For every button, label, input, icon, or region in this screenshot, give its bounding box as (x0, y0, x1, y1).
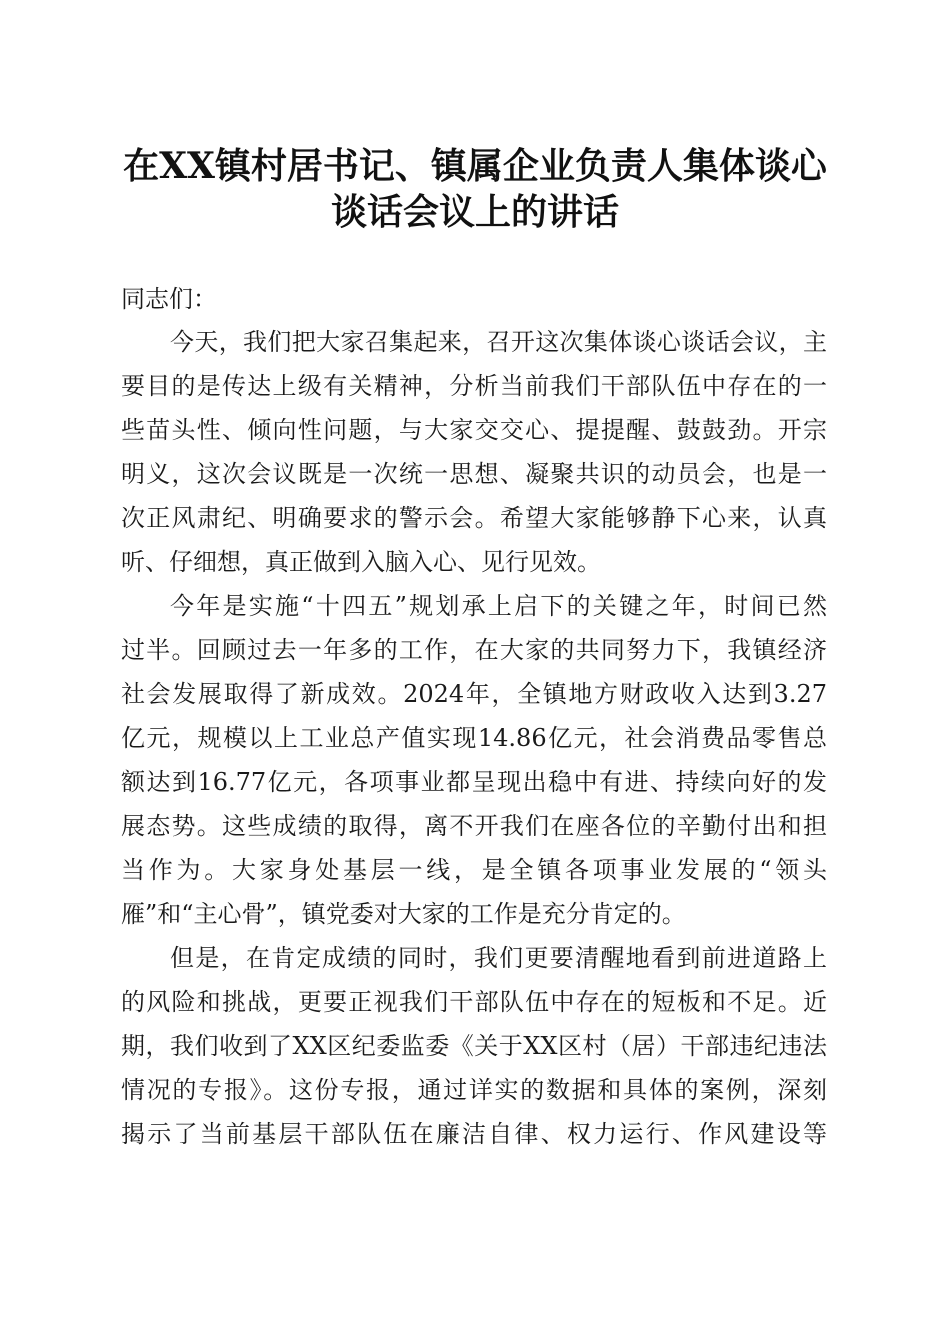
paragraph-2-line: 当作为。大家身处基层一线，是全镇各项事业发展的“领头 (121, 856, 827, 884)
paragraph-1-line: 次正风肃纪、明确要求的警示会。希望大家能够静下心来，认真 (121, 504, 827, 532)
paragraph-1-line: 些苗头性、倾向性问题，与大家交交心、提提醒、鼓鼓劲。开宗 (121, 416, 827, 444)
paragraph-1-line: 今天，我们把大家召集起来，召开这次集体谈心谈话会议，主 (170, 328, 827, 356)
paragraph-3-line: 揭示了当前基层干部队伍在廉洁自律、权力运行、作风建设等 (121, 1120, 827, 1148)
paragraph-3-line: 的风险和挑战，更要正视我们干部队伍中存在的短板和不足。近 (121, 988, 827, 1016)
paragraph-1-line: 听、仔细想，真正做到入脑入心、见行见效。 (121, 548, 601, 576)
salutation: 同志们： (121, 285, 217, 313)
document-title-line-2: 谈话会议上的讲话 (330, 191, 619, 233)
paragraph-2-line: 亿元，规模以上工业总产值实现14.86亿元，社会消费品零售总 (121, 724, 827, 752)
paragraph-1-line: 要目的是传达上级有关精神，分析当前我们干部队伍中存在的一 (121, 372, 827, 400)
paragraph-2-line: 额达到16.77亿元，各项事业都呈现出稳中有进、持续向好的发 (121, 768, 827, 796)
paragraph-2-line: 过半。回顾过去一年多的工作，在大家的共同努力下，我镇经济 (121, 636, 827, 664)
paragraph-2-line: 雁”和“主心骨”，镇党委对大家的工作是充分肯定的。 (121, 900, 686, 928)
paragraph-3-line: 但是，在肯定成绩的同时，我们更要清醒地看到前进道路上 (170, 944, 827, 972)
document-title-line-1: 在XX镇村居书记、镇属企业负责人集体谈心 (123, 145, 827, 187)
paragraph-3-line: 情况的专报》。这份专报，通过详实的数据和具体的案例，深刻 (121, 1076, 827, 1104)
paragraph-2-line: 展态势。这些成绩的取得，离不开我们在座各位的辛勤付出和担 (121, 812, 827, 840)
paragraph-1-line: 明义，这次会议既是一次统一思想、凝聚共识的动员会，也是一 (121, 460, 827, 488)
paragraph-2-line: 社会发展取得了新成效。2024年，全镇地方财政收入达到3.27 (121, 680, 827, 708)
paragraph-3-line: 期，我们收到了XX区纪委监委《关于XX区村（居）干部违纪违法 (121, 1032, 827, 1060)
paragraph-2-line: 今年是实施“十四五”规划承上启下的关键之年，时间已然 (170, 592, 827, 620)
